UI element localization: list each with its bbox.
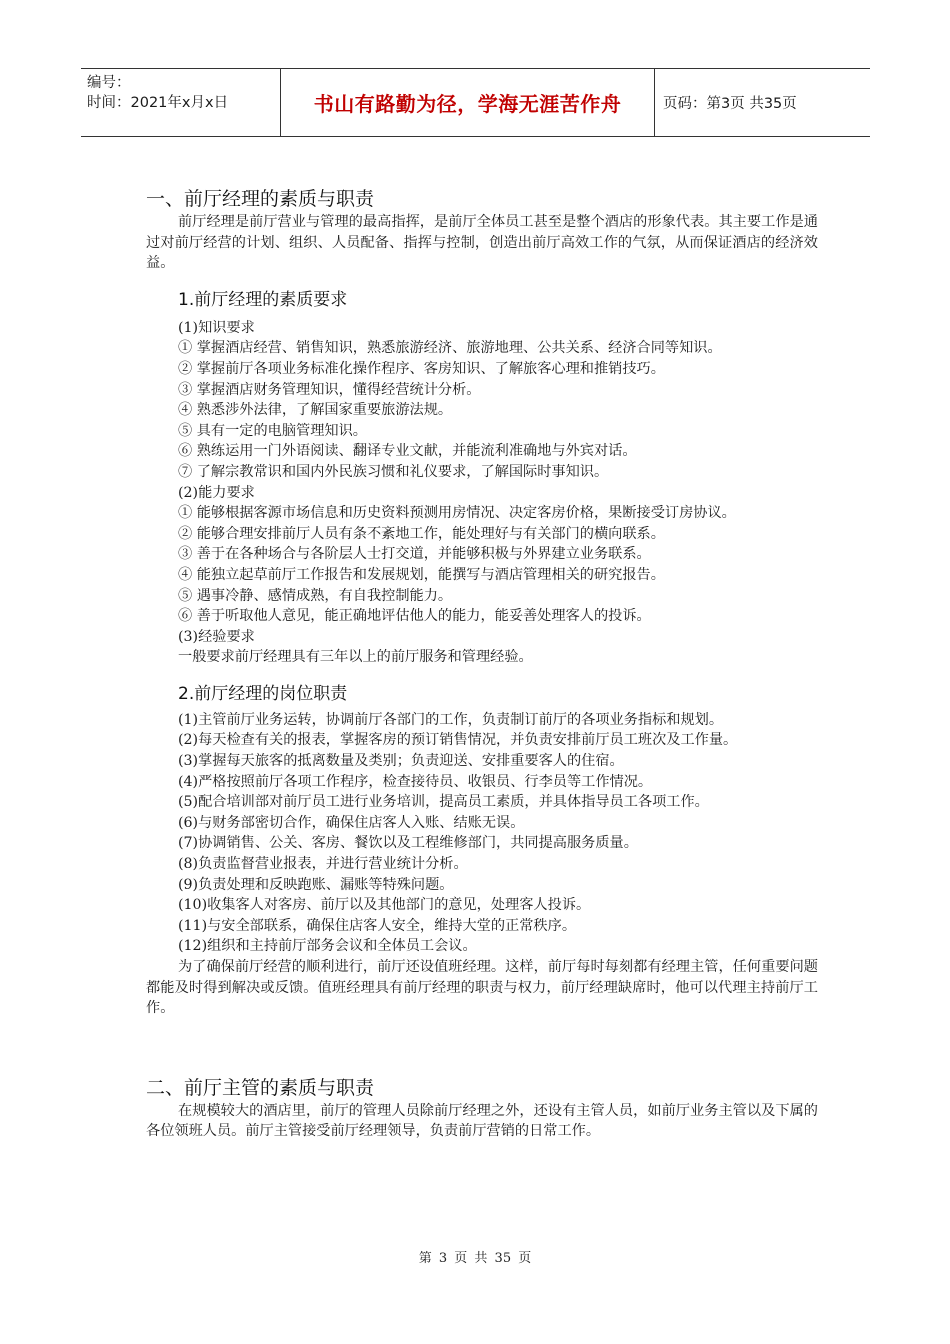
duties-list (146, 710, 818, 1019)
time-label: 时间：2021年x月x日 (87, 95, 229, 111)
knowledge-title: (1)知识要求 (178, 319, 255, 336)
list-item: ③ 掌握酒店财务管理知识，懂得经营统计分析。 (178, 381, 481, 398)
document-body (146, 186, 818, 1142)
list-item: (4)严格按照前厅各项工作程序，检查接待员、收银员、行李员等工作情况。 (178, 773, 653, 790)
number-label: 编号： (87, 75, 131, 91)
section2-title: 二、前厅主管的素质与职责 (146, 1076, 375, 1099)
section1-intro: 前厅经理是前厅营业与管理的最高指挥，是前厅全体员工甚至是整个酒店的形象代表。其主要工作是通过对前厅经营的计划、组织、人员配备、指挥与控制，创造出前厅高效工作的气氛，从而保证酒店的经济效益。 (146, 214, 818, 272)
page-header (81, 68, 870, 137)
list-item: ⑤ 遇事冷静、感情成熟，有自我控制能力。 (178, 587, 453, 604)
list-item: (2)每天检查有关的报表，掌握客房的预订销售情况，并负责安排前厅员工班次及工作量。 (178, 732, 738, 749)
list-item: (8)负责监督营业报表，并进行营业统计分析。 (178, 856, 468, 873)
list-item: (1)主管前厅业务运转，协调前厅各部门的工作，负责制订前厅的各项业务指标和规划。 (178, 711, 724, 728)
experience-title: (3)经验要求 (178, 628, 255, 645)
list-item: (10)收集客人对客房、前厅以及其他部门的意见，处理客人投诉。 (178, 897, 591, 914)
list-item: ① 能够根据客源市场信息和历史资料预测用房情况、决定客房价格，果断接受订房协议。 (178, 505, 736, 522)
list-item: ⑤ 具有一定的电脑管理知识。 (178, 422, 367, 439)
list-item: ① 掌握酒店经营、销售知识，熟悉旅游经济、旅游地理、公共关系、经济合同等知识。 (178, 340, 722, 357)
experience-text: 一般要求前厅经理具有三年以上的前厅服务和管理经验。 (178, 649, 533, 666)
list-item: ② 能够合理安排前厅人员有条不紊地工作，能处理好与有关部门的横向联系。 (178, 525, 665, 542)
section2-intro: 在规模较大的酒店里，前厅的管理人员除前厅经理之外，还设有主管人员，如前厅业务主管以及下属的各位领班人员。前厅主管接受前厅经理领导，负责前厅营销的日常工作。 (146, 1102, 818, 1140)
header-meta (81, 69, 281, 136)
list-item: (12)组织和主持前厅部务会议和全体员工会议。 (178, 938, 477, 955)
header-motto: 书山有路勤为径，学海无涯苦作舟 (281, 69, 655, 136)
closing-paragraph: 为了确保前厅经营的顺利进行，前厅还设值班经理。这样，前厅每时每刻都有经理主管，任何重要问题都能及时得到解决或反馈。值班经理具有前厅经理的职责与权力，前厅经理缺席时，他可以代理主持前厅工作。 (146, 959, 818, 1017)
list-item: (6)与财务部密切合作，确保住店客人入账、结账无误。 (178, 814, 525, 831)
list-item: ⑥ 熟练运用一门外语阅读、翻译专业文献，并能流利准确地与外宾对话。 (178, 443, 637, 460)
list-item: ⑦ 了解宗教常识和国内外民族习惯和礼仪要求，了解国际时事知识。 (178, 463, 609, 480)
list-item: ② 掌握前厅各项业务标准化操作程序、客房知识、了解旅客心理和推销技巧。 (178, 360, 665, 377)
list-item: (11)与安全部联系，确保住店客人安全，维持大堂的正常秩序。 (178, 917, 577, 934)
list-item: ⑥ 善于听取他人意见，能正确地评估他人的能力，能妥善处理客人的投诉。 (178, 608, 651, 625)
ability-title: (2)能力要求 (178, 484, 255, 501)
list-item: ④ 能独立起草前厅工作报告和发展规划，能撰写与酒店管理相关的研究报告。 (178, 566, 665, 583)
subsection1-title: 1.前厅经理的素质要求 (178, 289, 348, 310)
list-item: (3)掌握每天旅客的抵离数量及类别；负责迎送、安排重要客人的住宿。 (178, 753, 624, 770)
list-item: (5)配合培训部对前厅员工进行业务培训，提高员工素质，并具体指导员工各项工作。 (178, 794, 709, 811)
page-footer: 第 3 页 共 35 页 (418, 1251, 532, 1266)
header-page-info: 页码：第3页 共35页 (663, 96, 797, 112)
list-item: (9)负责处理和反映跑账、漏账等特殊问题。 (178, 876, 454, 893)
list-item: ③ 善于在各种场合与各阶层人士打交道，并能够积极与外界建立业务联系。 (178, 546, 651, 563)
knowledge-block (146, 318, 818, 668)
section1-title: 一、前厅经理的素质与职责 (146, 188, 375, 210)
list-item: ④ 熟悉涉外法律，了解国家重要旅游法规。 (178, 402, 453, 419)
list-item: (7)协调销售、公关、客房、餐饮以及工程维修部门，共同提高服务质量。 (178, 835, 638, 852)
subsection2-title: 2.前厅经理的岗位职责 (178, 683, 348, 704)
